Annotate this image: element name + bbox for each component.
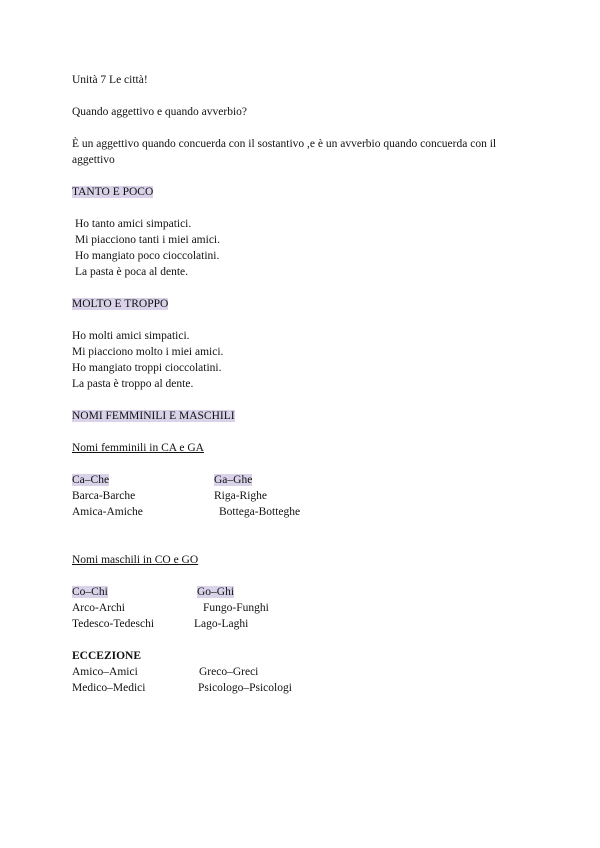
word-pair: Fungo-Funghi — [203, 602, 269, 614]
word-pair: Lago-Laghi — [194, 618, 249, 630]
word-pair: Amica-Amiche — [72, 506, 143, 518]
word-pair: Barca-Barche — [72, 490, 136, 502]
word-pair: Bottega-Botteghe — [219, 506, 301, 518]
subheading-maschili: Nomi maschili in CO e GO — [72, 554, 199, 566]
section-heading: TANTO E POCO — [72, 186, 154, 198]
question-text: Quando aggettivo e quando avverbio? — [72, 106, 247, 118]
word-pair: Psicologo–Psicologi — [198, 682, 292, 694]
explanation-line-2: aggettivo — [72, 154, 115, 166]
section-heading: MOLTO E TROPPO — [72, 298, 169, 310]
section-heading: NOMI FEMMINILI E MASCHILI — [72, 410, 235, 422]
molto-troppo-heading-wrap — [72, 297, 168, 311]
column-header: Co–Chi — [72, 586, 108, 598]
example-line: Ho molti amici simpatici. — [72, 330, 190, 342]
tanto-poco-heading-wrap — [72, 185, 153, 199]
example-line: La pasta è troppo al dente. — [72, 378, 194, 390]
column-header: Ca–Che — [72, 474, 110, 486]
word-pair: Amico–Amici — [72, 666, 138, 678]
ca-che-header-wrap — [72, 473, 109, 487]
page-title: Unità 7 Le città! — [72, 74, 148, 86]
example-line: Mi piacciono tanti i miei amici. — [75, 234, 220, 246]
explanation-line-1: È un aggettivo quando concuerda con il sostantivo ,e è un avverbio quando concuerda con il — [72, 138, 497, 150]
example-line: Ho mangiato troppi cioccolatini. — [72, 362, 222, 374]
ga-ghe-header-wrap — [214, 473, 252, 487]
word-pair: Greco–Greci — [199, 666, 259, 678]
word-pair: Medico–Medici — [72, 682, 146, 694]
example-line: La pasta è poca al dente. — [75, 266, 189, 278]
column-header: Go–Ghi — [197, 586, 235, 598]
example-line: Ho tanto amici simpatici. — [75, 218, 192, 230]
go-ghi-header-wrap — [197, 585, 234, 599]
subheading-femminili: Nomi femminili in CA e GA — [72, 442, 204, 454]
word-pair: Riga-Righe — [214, 490, 268, 502]
nomi-heading-wrap — [72, 409, 235, 423]
word-pair: Tedesco-Tedeschi — [72, 618, 155, 630]
column-header: Ga–Ghe — [214, 474, 253, 486]
example-line: Mi piacciono molto i miei amici. — [72, 346, 224, 358]
eccezione-heading: ECCEZIONE — [72, 650, 142, 662]
example-line: Ho mangiato poco cioccolatini. — [75, 250, 220, 262]
co-chi-header-wrap — [72, 585, 108, 599]
word-pair: Arco-Archi — [72, 602, 126, 614]
